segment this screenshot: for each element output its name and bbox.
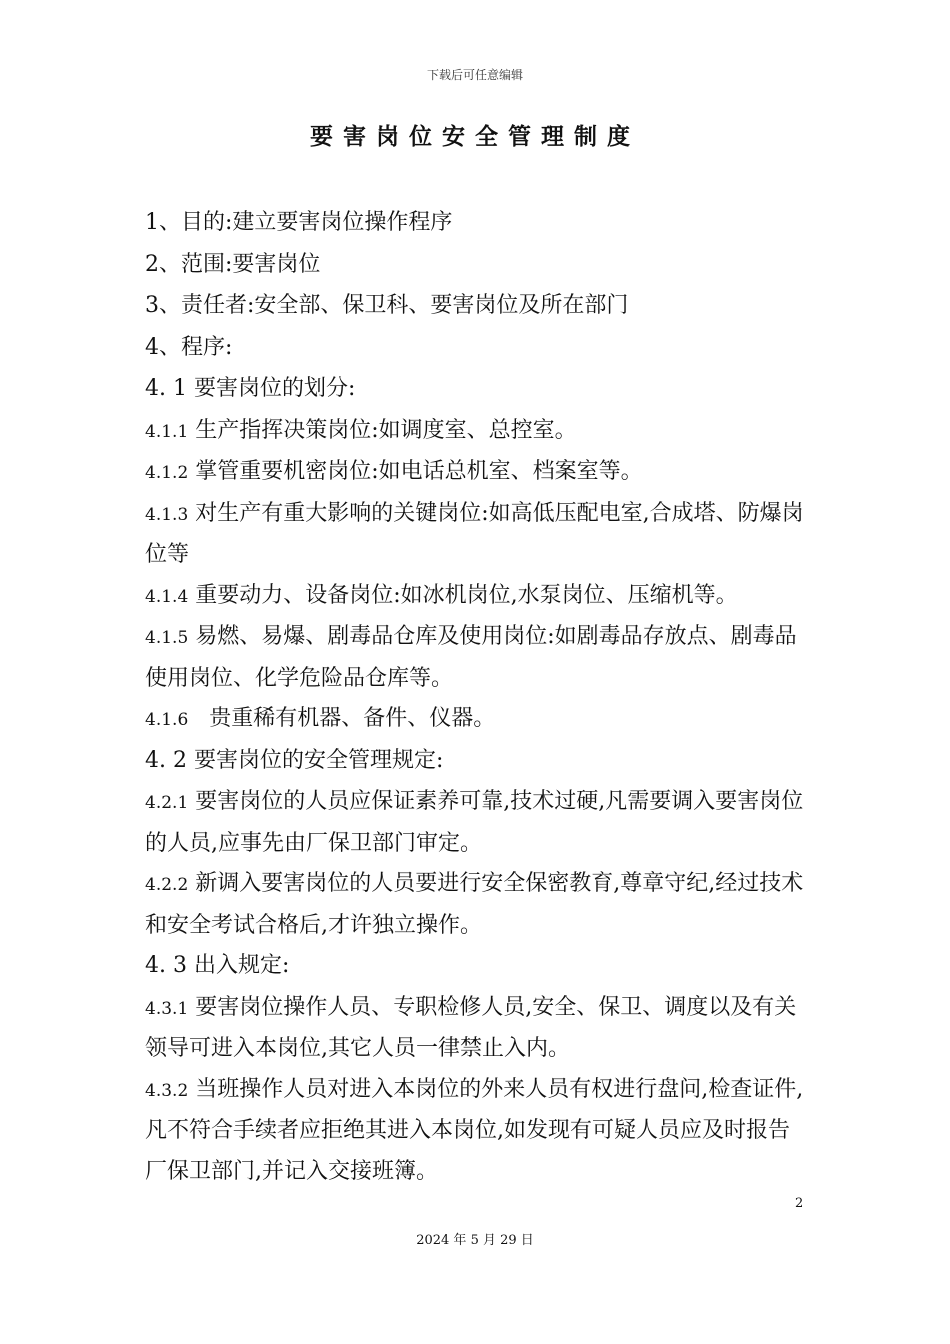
paragraph: 4.1.2 掌管重要机密岗位:如电话总机室、档案室等。 xyxy=(145,459,643,484)
paragraph: 4.2.1 要害岗位的人员应保证素养可靠,技术过硬,凡需要调入要害岗位的人员,应事先由厂保卫部门审定。 xyxy=(145,789,804,856)
paragraph: 4. 3 出入规定: xyxy=(145,953,290,978)
paragraph: 4.1.3 对生产有重大影响的关键岗位:如高低压配电室,合成塔、防爆岗位等 xyxy=(145,500,804,567)
paragraph: 2、范围:要害岗位 xyxy=(145,251,321,277)
footer-date: 2024 年 5 月 29 日 xyxy=(416,1233,534,1248)
page-number: 2 xyxy=(795,1196,804,1211)
document-body xyxy=(145,203,810,1192)
paragraph: 4. 2 要害岗位的安全管理规定: xyxy=(145,747,444,773)
paragraph: 1、目的:建立要害岗位操作程序 xyxy=(145,210,453,235)
paragraph: 4.1.6 贵重稀有机器、备件、仪器。 xyxy=(145,706,496,731)
paragraph: 4.1.4 重要动力、设备岗位:如冰机岗位,水泵岗位、压缩机等。 xyxy=(145,582,738,608)
paragraph: 4.2.2 新调入要害岗位的人员要进行安全保密教育,尊章守纪,经过技术和安全考试合格后,才许独立操作。 xyxy=(145,871,804,938)
paragraph: 4.1.1 生产指挥决策岗位:如调度室、总控室。 xyxy=(145,417,577,443)
paragraph: 3、责任者:安全部、保卫科、要害岗位及所在部门 xyxy=(145,293,629,318)
paragraph: 4.3.2 当班操作人员对进入本岗位的外来人员有权进行盘问,检查证件,凡不符合手续者应拒绝其进入本岗位,如发现有可疑人员应及时报告厂保卫部门,并记入交接班簿。 xyxy=(145,1076,804,1184)
document-title: 要害岗位安全管理制度 xyxy=(310,124,640,150)
paragraph: 4、程序: xyxy=(145,334,233,360)
paragraph: 4.1.5 易燃、易爆、剧毒品仓库及使用岗位:如剧毒品存放点、剧毒品使用岗位、化学危险品仓库等。 xyxy=(145,624,797,691)
paragraph: 4.3.1 要害岗位操作人员、专职检修人员,安全、保卫、调度以及有关领导可进入本岗位,其它人员一律禁止入内。 xyxy=(145,994,797,1061)
paragraph: 4. 1 要害岗位的划分: xyxy=(145,376,356,401)
header-note: 下载后可任意编辑 xyxy=(426,68,523,82)
